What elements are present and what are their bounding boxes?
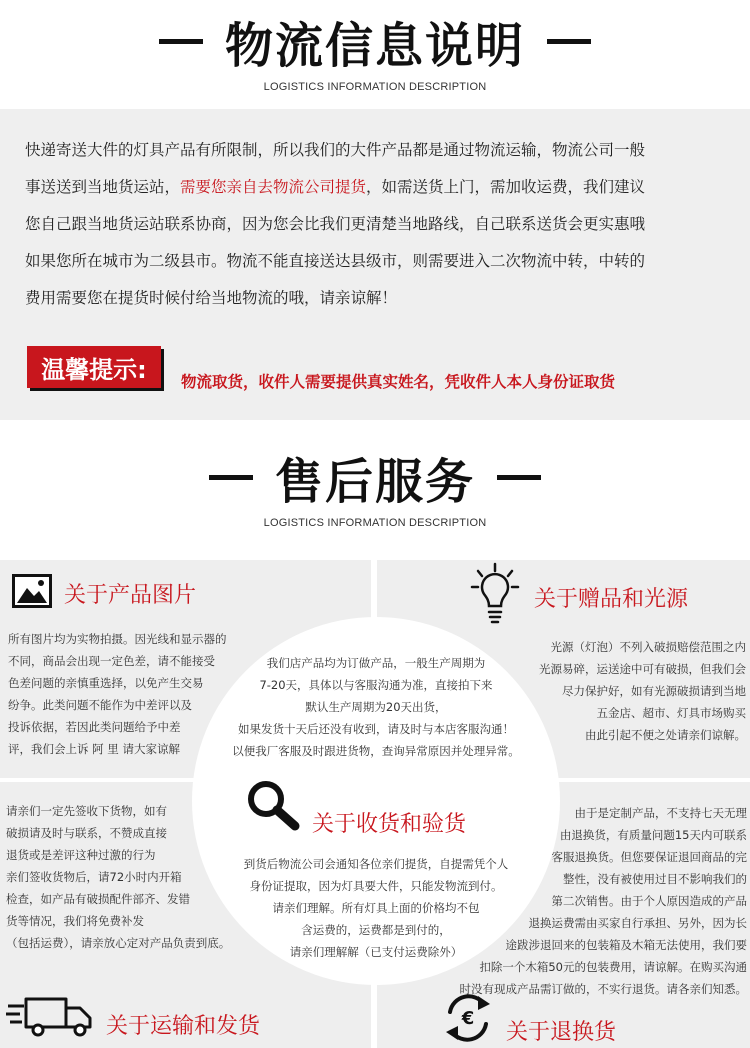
product-images-title: 关于产品图片: [64, 582, 197, 608]
truck-icon: [6, 996, 94, 1042]
receiving-header: [246, 775, 466, 838]
logistics-subtitle: LOGISTICS INFORMATION DESCRIPTION: [263, 81, 487, 93]
logistics-line: 费用需要您在提货时候付给当地物流的哦，请亲谅解！: [25, 289, 398, 307]
logistics-line: 您自己跟当地货运站联系协商，因为您会比我们更清楚当地路线，自己联系送货会更实惠哦: [25, 215, 646, 233]
logistics-line: 如果您所在城市为二级县市。物流不能直接送达县级市，则需要进入二次物流中转，中转的: [25, 252, 646, 270]
logistics-title-row: [0, 10, 750, 72]
logistics-line: 事送送到当地货运站，需要您亲自去物流公司提货，如需送货上门，需加收运费，我们建议: [25, 178, 646, 196]
magnifier-icon: [246, 779, 300, 835]
production-cycle-text: 我们店产品均为订做产品，一般生产周期为 7-20天，具体以与客服沟通为准，直接拍下来 默认生产周期为20天出货， 如果发货十天后还没有收到，请及时与本店客服沟通！ 以便我厂客服及时跟进货物，查询异常原因并处理异常。: [232, 656, 520, 758]
gifts-light-title: 关于赠品和光源: [534, 586, 689, 612]
signing-text: 请亲们一定先签收下货物，如有 破损请及时与联系，不赞成直接 退货或是差评这种过激的行为 亲们签收货物后，请72小时内开箱 检查，如产品有破损配件部齐、发错 货等情况，我们将免费补发 （包括运费），请亲放心定对产品负责到底。: [6, 804, 231, 950]
title-dash-left: [159, 39, 203, 44]
tip-text: 物流取货，收件人需要提供真实姓名，凭收件人本人身份证取货: [181, 373, 616, 391]
image-icon: [12, 574, 52, 612]
receiving-text: 到货后物流公司会通知各位亲们提货，自提需凭个人 身份证提取，因为灯具要大件，只能发物流到付。 请亲们理解。所有灯具上面的价格均不包 含运费的，运费都是到付的， 请亲们理解解（已支付运费除外）: [243, 857, 509, 959]
tip-badge: 温馨提示:: [27, 346, 161, 388]
pickup-highlight: 需要您亲自去物流公司提货: [180, 178, 367, 196]
title-dash-left: [209, 475, 253, 480]
returns-title: 关于退换货: [506, 1019, 617, 1045]
aftersale-subtitle: LOGISTICS INFORMATION DESCRIPTION: [263, 517, 487, 529]
shipping-title: 关于运输和发货: [106, 1013, 261, 1039]
returns-header: [440, 990, 616, 1048]
receiving-title: 关于收货和验货: [312, 812, 467, 837]
shipping-header: [6, 996, 260, 1042]
return-policy-text: 由于是定制产品，不支持七天无理 由退换货，有质量问题15天内可联系 客服退换货。但您要保证退回商品的完 整性，没有被使用过目不影响我们的 第二次销售。由于个人原因造成的产品 退换运费需由买家自行承担、另外，因为长 途跋涉退回来的包装箱及木箱无法使用，我们要 扣除一个木箱50元的包装费用，请谅解。在购买沟通 时没有现成产品需订做的，不实行退货。请各亲们知悉。: [459, 806, 747, 996]
title-dash-right: [547, 39, 591, 44]
gifts-light-text: 光源（灯泡）不列入破损赔偿范围之内 光源易碎，运送途中可有破损，但我们会 尽力保护好，如有光源破损请到当地 五金店、超市、灯具市场购买 由此引起不便之处请亲们谅解。: [539, 640, 746, 742]
lightbulb-icon: [470, 562, 520, 632]
product-images-header: [12, 574, 196, 612]
euro-exchange-icon: [440, 990, 496, 1048]
aftersale-title: 售后服务: [274, 453, 475, 510]
product-images-text: 所有图片均为实物拍摄。因光线和显示器的 不同，商品会出现一定色差，请不能接受 色差问题的亲慎重选择，以免产生交易 纷争。此类问题不能作为中差评以及 投诉依据，若因此类问题给予中差 评，我们会上诉 阿 里 请大家谅解: [8, 632, 227, 756]
logistics-title: 物流信息说明: [224, 17, 525, 74]
logistics-line: 快递寄送大件的灯具产品有所限制，所以我们的大件产品都是通过物流运输，物流公司一般: [25, 141, 646, 159]
title-dash-right: [497, 475, 541, 480]
gifts-light-header: [470, 562, 688, 632]
svg-text:€: €: [461, 1008, 475, 1029]
logistics-description: [25, 132, 730, 317]
aftersale-title-row: [0, 446, 750, 508]
